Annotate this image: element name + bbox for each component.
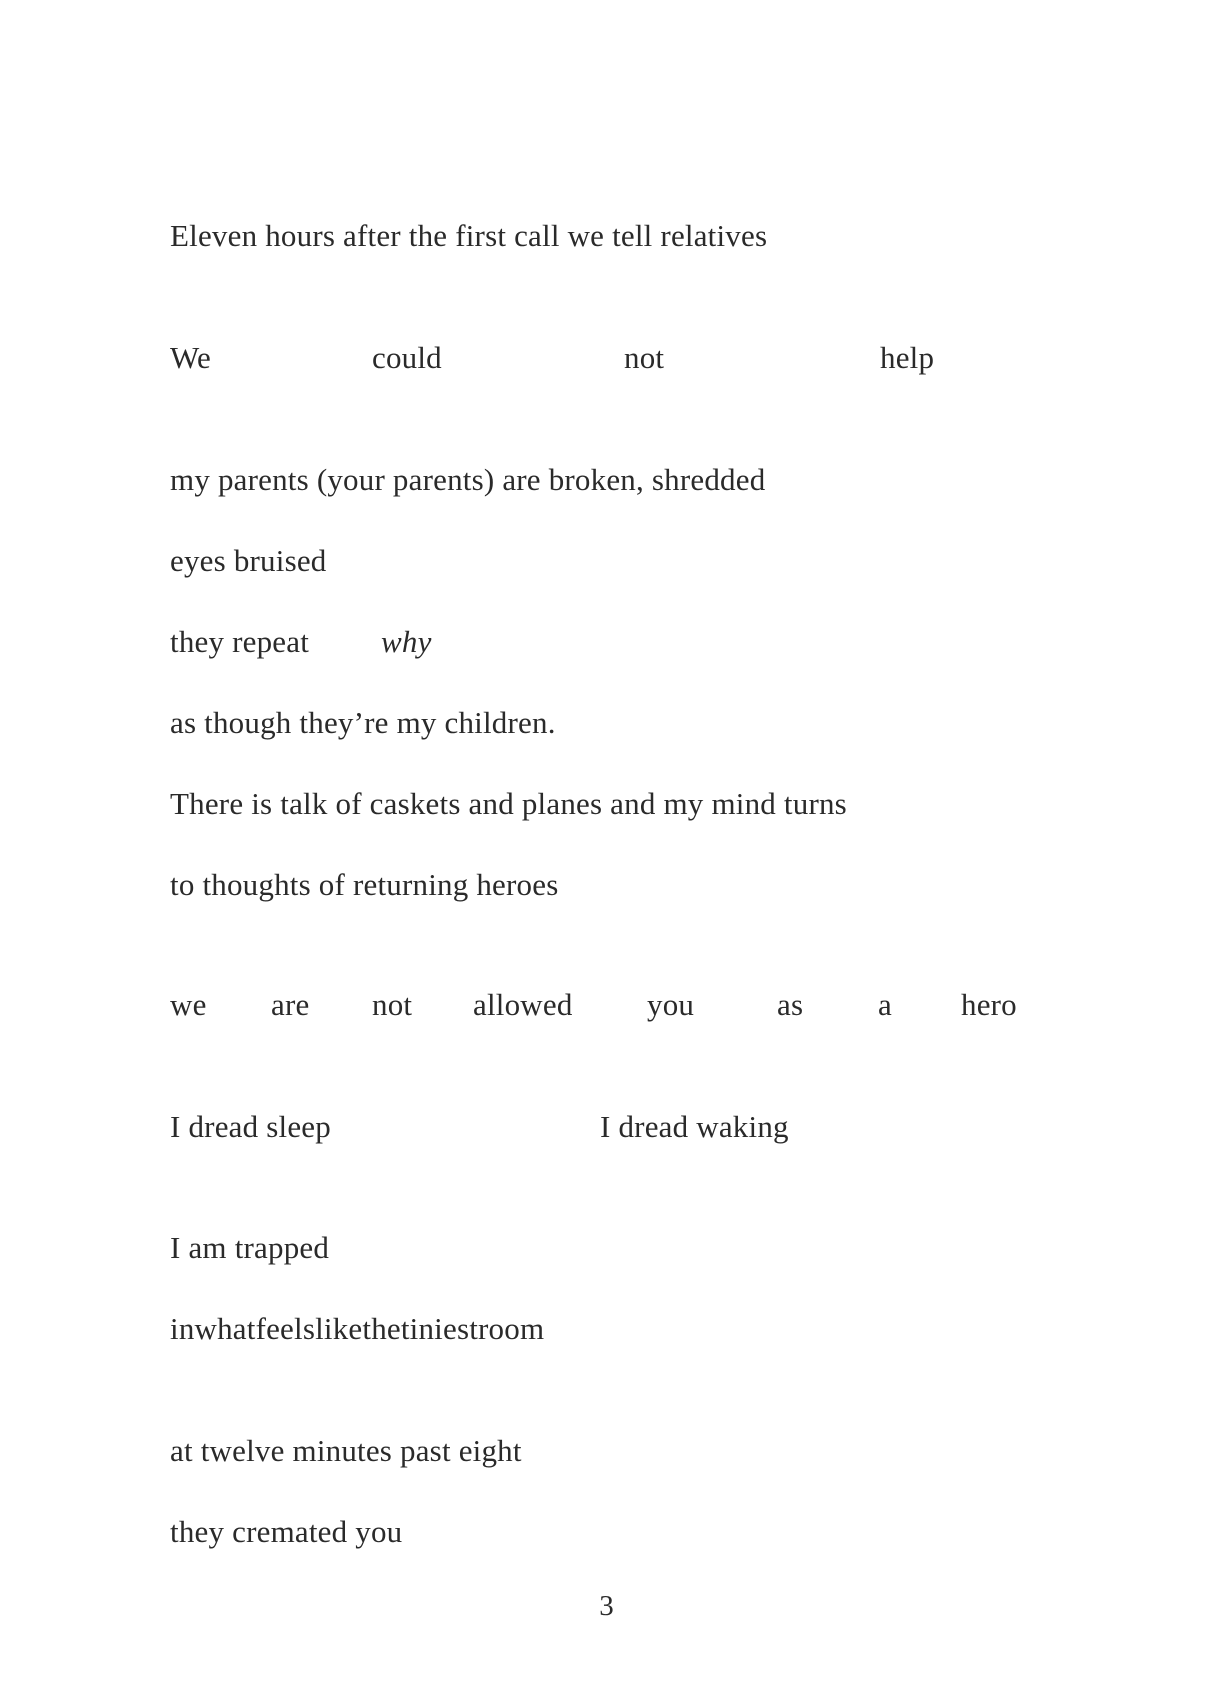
poem-line-9 bbox=[0, 985, 1213, 1025]
poem-line-5 bbox=[0, 622, 1213, 662]
poem-line-2 bbox=[0, 338, 1213, 378]
poem-word: allowed bbox=[473, 987, 573, 1022]
poem-word: help bbox=[880, 340, 935, 375]
poem-line-10 bbox=[0, 1107, 1213, 1147]
poem-line-12: inwhatfeelslikethetiniestroom bbox=[170, 1311, 545, 1346]
poem-word: are bbox=[271, 987, 310, 1022]
poem-word: We bbox=[170, 340, 211, 375]
poem-line-1: Eleven hours after the first call we tell relatives bbox=[170, 218, 768, 253]
poem-line-7: There is talk of caskets and planes and my mind turns bbox=[170, 786, 847, 821]
poem-word: you bbox=[647, 987, 695, 1022]
poem-phrase: I dread sleep bbox=[170, 1109, 331, 1144]
poem-line-13: at twelve minutes past eight bbox=[170, 1433, 522, 1468]
poem-line-8: to thoughts of returning heroes bbox=[170, 867, 559, 902]
poem-emphasis-word: why bbox=[381, 624, 432, 659]
page-number: 3 bbox=[599, 1590, 614, 1622]
poem-word: could bbox=[372, 340, 442, 375]
poem-word: hero bbox=[961, 987, 1017, 1022]
poem-line-3: my parents (your parents) are broken, shredded bbox=[170, 462, 766, 497]
poem-line-14: they cremated you bbox=[170, 1514, 403, 1549]
poem-word: not bbox=[372, 987, 413, 1022]
poem-line-4: eyes bruised bbox=[170, 543, 327, 578]
poem-word: not bbox=[624, 340, 665, 375]
poem-phrase: they repeat bbox=[170, 624, 310, 659]
poem-phrase: I dread waking bbox=[600, 1109, 789, 1144]
poem-word: a bbox=[878, 987, 892, 1022]
poem-word: as bbox=[777, 987, 804, 1022]
poem-word: we bbox=[170, 987, 207, 1022]
poem-line-6: as though they’re my children. bbox=[170, 705, 556, 740]
poem-line-11: I am trapped bbox=[170, 1230, 330, 1265]
